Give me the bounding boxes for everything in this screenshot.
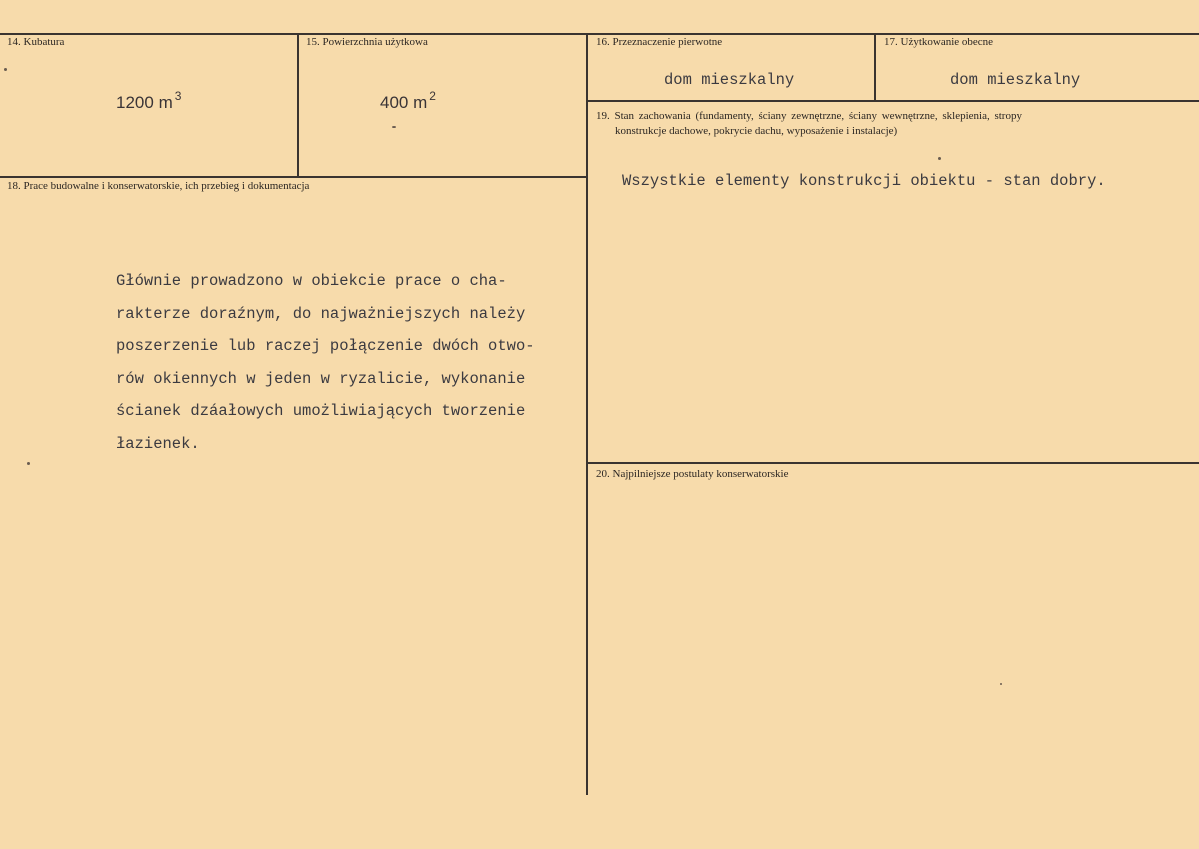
field-14-label: 14. Kubatura <box>7 36 65 48</box>
area-unit-exponent: 2 <box>429 89 436 103</box>
field-18-text <box>116 265 586 460</box>
field-15-value <box>380 89 436 113</box>
line-under-14-15 <box>0 176 587 178</box>
volume-unit: m <box>158 93 173 112</box>
field-16-label: 16. Przeznaczenie pierwotne <box>596 36 723 48</box>
field-19-label-line-1: 19. Stan zachowania (fundamenty, ściany zewnętrzne, ściany wewnętrzne, sklepienia, stropy <box>596 110 1022 122</box>
paper-speck <box>4 68 7 71</box>
field-14-value <box>116 89 181 113</box>
field-18-line: Głównie prowadzono w obiekcie prace o cha- <box>116 272 507 290</box>
paper-speck <box>938 157 941 160</box>
paper-speck <box>1000 683 1002 685</box>
paper-speck <box>392 126 396 128</box>
field-16-value: dom mieszkalny <box>664 71 795 89</box>
volume-number: 1200 <box>116 93 154 112</box>
field-17-value: dom mieszkalny <box>950 71 1081 89</box>
field-19-value: Wszystkie elementy konstrukcji obiektu - stan dobry. <box>622 172 1106 190</box>
divider-14-15 <box>297 33 299 176</box>
field-15-label: 15. Powierzchnia użytkowa <box>306 36 428 48</box>
field-18-line: łazienek. <box>116 434 200 453</box>
line-above-20 <box>587 462 1199 464</box>
center-divider <box>586 33 588 795</box>
area-number: 400 <box>380 93 409 112</box>
field-18-line: rów okiennych w jeden w ryzalicie, wykonanie <box>116 369 526 388</box>
field-18-line: rakterze doraźnym, do najważniejszych należy <box>116 304 526 323</box>
field-18-line: ścianek dzáałowych umożliwiających tworzenie <box>116 402 526 420</box>
line-under-16-17 <box>587 100 1199 102</box>
field-20-label: 20. Najpilniejsze postulaty konserwatorskie <box>596 468 789 480</box>
area-unit: m <box>413 93 428 112</box>
field-17-label: 17. Użytkowanie obecne <box>884 36 994 48</box>
paper-speck <box>27 462 30 465</box>
field-18-line: poszerzenie lub raczej połączenie dwóch otwo- <box>116 337 535 355</box>
divider-16-17 <box>874 33 876 100</box>
volume-unit-exponent: 3 <box>174 89 182 103</box>
field-18-label: 18. Prace budowalne i konserwatorskie, ich przebieg i dokumentacja <box>7 180 310 192</box>
field-19-label-line-2: konstrukcje dachowe, pokrycie dachu, wyposażenie i instalacje) <box>615 125 898 137</box>
